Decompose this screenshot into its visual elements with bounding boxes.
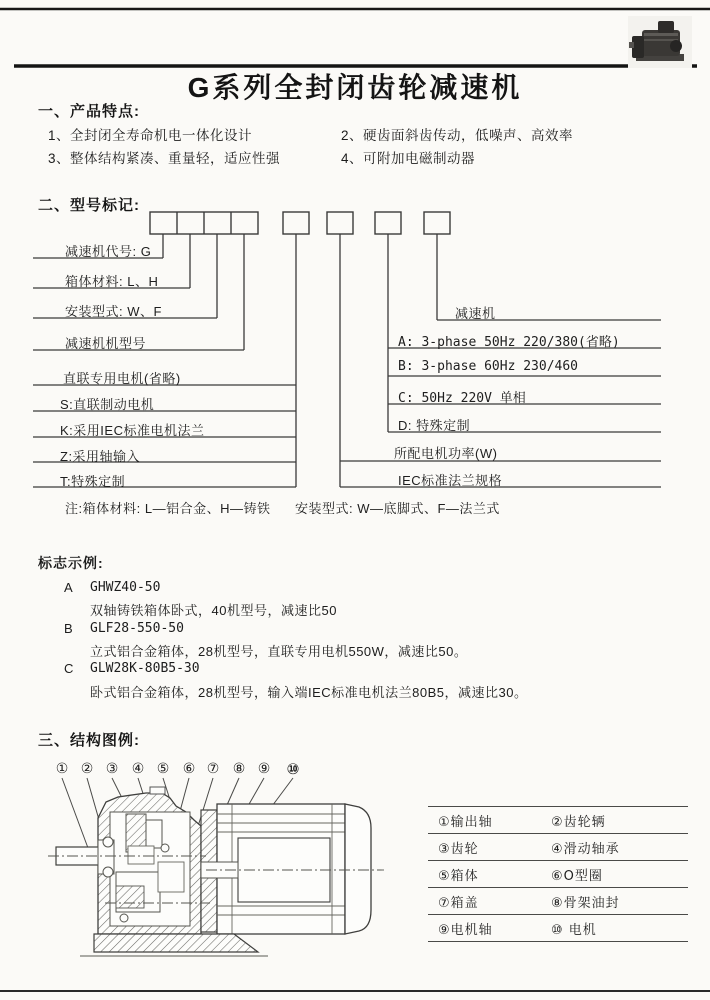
model-left-label-9: T:特殊定制	[60, 474, 126, 489]
part-motor: ⑩ 电机	[551, 922, 597, 938]
part-motor-shaft: ⑨电机轴	[438, 922, 493, 938]
features-heading: 一、产品特点:	[38, 103, 140, 120]
model-left-label-6: S:直联制动电机	[60, 397, 155, 412]
model-right-label-6: 所配电机功率(W)	[394, 446, 498, 461]
model-left-label-8: Z:采用轴输入	[60, 449, 141, 464]
model-note-right: 安装型式: W—底脚式、F—法兰式	[295, 501, 500, 516]
model-right-label-1: 减速机	[455, 306, 496, 321]
feature-item-4: 4、可附加电磁制动器	[341, 151, 476, 166]
part-oil-seal: ⑧骨架油封	[551, 895, 620, 911]
example-b-label: B	[64, 621, 73, 636]
parts-row-4	[428, 887, 688, 914]
examples-heading: 标志示例:	[38, 555, 104, 571]
callout-4: ④	[131, 761, 145, 777]
part-gear-wheel: ②齿轮辆	[551, 814, 606, 830]
part-gear: ③齿轮	[438, 841, 479, 857]
parts-row-5	[428, 914, 688, 942]
callout-7: ⑦	[206, 761, 220, 777]
example-a-label: A	[64, 580, 73, 595]
structure-heading: 三、结构图例:	[38, 732, 140, 749]
part-sliding-bearing: ④滑动轴承	[551, 841, 620, 857]
feature-item-2: 2、硬齿面斜齿传动，低噪声、高效率	[341, 128, 574, 143]
part-housing-cover: ⑦箱盖	[438, 895, 479, 911]
model-code-boxes	[150, 212, 450, 234]
page-title: G系列全封闭齿轮减速机	[187, 72, 523, 103]
callout-6: ⑥	[182, 761, 196, 777]
model-right-label-4: C: 50Hz 220V 单相	[398, 391, 526, 406]
model-heading: 二、型号标记:	[38, 197, 140, 214]
example-c-desc: 卧式铝合金箱体，28机型号，输入端IEC标准电机法兰80B5，减速比30。	[90, 685, 528, 700]
model-right-label-3: B: 3-phase 60Hz 230/460	[398, 359, 579, 374]
callout-3: ③	[105, 761, 119, 777]
model-right-label-5: D: 特殊定制	[398, 418, 471, 433]
model-left-label-1: 减速机代号: G	[65, 244, 152, 259]
callout-1: ①	[55, 761, 69, 777]
example-c-label: C	[64, 661, 74, 676]
model-left-label-7: K:采用IEC标准电机法兰	[60, 423, 205, 438]
parts-row-2	[428, 833, 688, 860]
model-note-left: 注:箱体材料: L—铝合金、H—铸铁	[65, 501, 271, 516]
example-a-code: GHWZ40-50	[90, 580, 161, 595]
feature-item-1: 1、全封闭全寿命机电一体化设计	[48, 128, 253, 143]
product-photo	[628, 16, 692, 68]
part-housing: ⑤箱体	[438, 868, 479, 884]
feature-item-3: 3、整体结构紧凑、重量轻，适应性强	[48, 151, 281, 166]
example-a-desc: 双轴铸铁箱体卧式，40机型号，减速比50	[90, 603, 337, 618]
parts-row-3	[428, 860, 688, 887]
callout-10: ⑩	[286, 760, 300, 778]
model-left-label-3: 安装型式: W、F	[65, 304, 162, 319]
structure-drawing	[48, 778, 384, 956]
callout-2: ②	[80, 761, 94, 777]
callout-8: ⑧	[232, 761, 246, 777]
callout-5: ⑤	[156, 761, 170, 777]
model-left-label-5: 直联专用电机(省略)	[63, 371, 181, 386]
example-c-code: GLW28K-80B5-30	[90, 661, 200, 676]
part-output-shaft: ①输出轴	[438, 814, 493, 830]
model-left-label-4: 减速机机型号	[65, 336, 147, 351]
model-right-label-2: A: 3-phase 50Hz 220/380(省略)	[398, 335, 620, 350]
part-o-ring: ⑥O型圈	[551, 868, 603, 884]
parts-table	[428, 806, 688, 942]
model-left-label-2: 箱体材料: L、H	[65, 274, 159, 289]
callout-9: ⑨	[257, 761, 271, 777]
example-b-code: GLF28-550-50	[90, 621, 184, 636]
model-right-label-7: IEC标准法兰规格	[398, 473, 503, 488]
parts-row-1	[428, 806, 688, 833]
example-b-desc: 立式铝合金箱体，28机型号，直联专用电机550W，减速比50。	[90, 644, 468, 659]
